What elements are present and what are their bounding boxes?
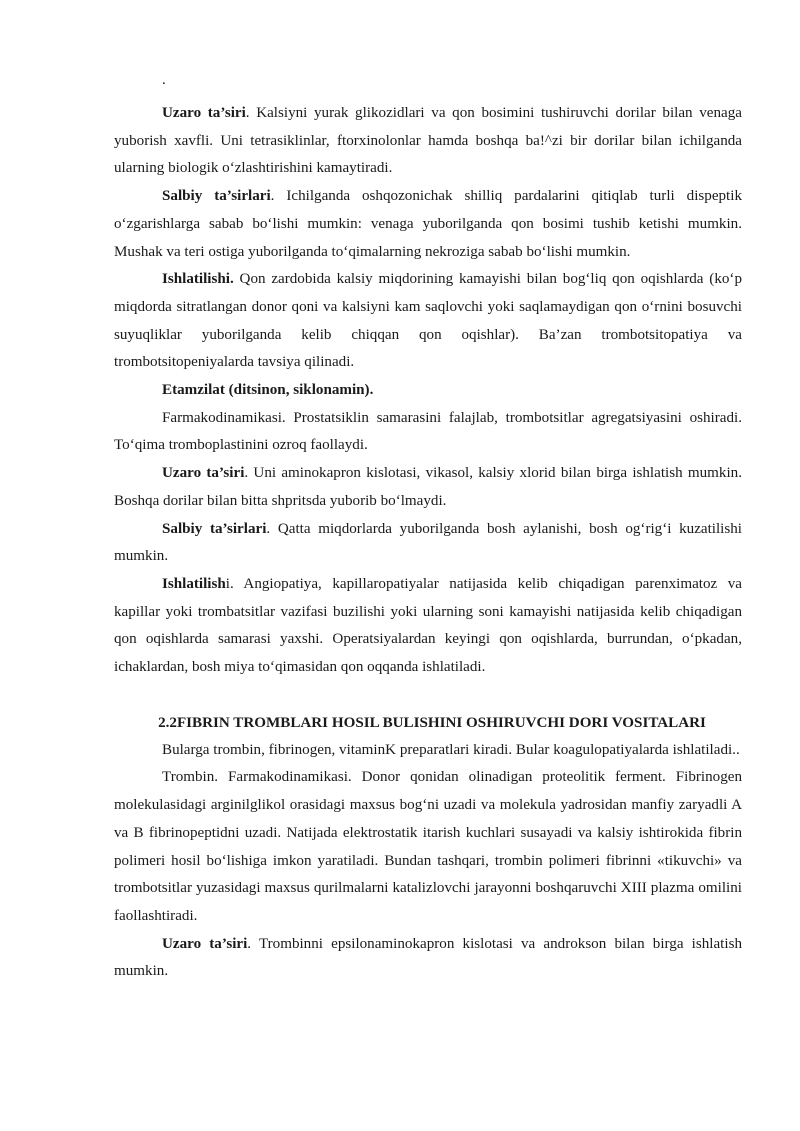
paragraph-text: . Ichilganda oshqozonichak shilliq pardalarini qitiqlab turli dispeptik o‘zgarishlarga sabab bo‘lishi mumkin: venaga yuborilganda qon bosimi tushib ketishi mumkin. Mushak va teri ostiga yuborilganda to‘qimalarning nekroziga sabab bo‘lishi mumkin. (114, 188, 742, 260)
paragraph (114, 100, 742, 183)
paragraph-text: . Qatta miqdorlarda yuborilganda bosh aylanishi, bosh og‘rig‘i kuzatilishi mumkin. (114, 520, 742, 565)
paragraphs-before (114, 100, 742, 682)
paragraph (114, 405, 742, 460)
paragraph-lead: Salbiy ta’sirlari (162, 520, 267, 537)
paragraph (114, 516, 742, 571)
paragraph-lead: Salbiy ta’sirlari (162, 188, 271, 205)
paragraph (114, 764, 742, 930)
document-page (114, 72, 742, 986)
stray-mark: . (162, 72, 166, 88)
paragraph-text: Qon zardobida kalsiy miqdorining kamayishi bilan bog‘liq qon oqishlarda (ko‘p miqdorda sitratlangan donor qoni va kalsiyni kam saqlovchi yoki saqlamaydigan qon o‘rnini bosuvchi suyuqliklar yuborilganda kelib chiqqan qon oqishlar). Ba’zan trombotsitopatiya va trombotsitopeniyalarda tavsiya qilinadi. (114, 271, 742, 371)
section-heading: 2.2FIBRIN TROMBLARI HOSIL BULISHINI OSHIRUVCHI DORI VOSITALARI (158, 714, 706, 731)
paragraph-text: i. Angiopatiya, kapillaropatiyalar natijasida kelib chiqadigan parenximatoz va kapillar yoki trombatsitlar vazifasi buzilishi yoki ularning soni kamayishi natijasida kelib chiqadigan qon oqishlarda samarasi yaxshi. Operatsiyalardan keyingi qon oqishlarda, burrundan, o‘pkadan, ichaklardan, bosh miya to‘qimasidan qon oqqanda ishlatiladi. (114, 575, 742, 676)
paragraph-lead: Uzaro ta’siri (162, 935, 248, 952)
paragraph (114, 571, 742, 682)
paragraph (114, 377, 742, 405)
paragraph-text: . Uni aminokapron kislotasi, vikasol, kalsiy xlorid bilan birga ishlatish mumkin. Boshqa dorilar bilan bitta shpritsda yuborib bo‘lmaydi. (114, 465, 742, 509)
paragraph (114, 737, 742, 765)
paragraph-text: Trombin. Farmakodinamikasi. Donor qonidan olinadigan proteolitik ferment. Fibrinogen molekulasidagi arginilglikol orasidagi maxsus bog‘ni uzadi va molekula yadrosidan manfiy zaryadli A va B fibrinopeptidni uzadi. Natijada elektrostatik itarish kuchlari susayadi va kalsiy ishtirokida fibrin polimeri hosil bo‘lishiga imkon yaratiladi. Bundan tashqari, trombin polimeri fibrinni «tikuvchi» va trombotsitlar yuzasidagi maxsus qurilmalarni katalizlovchi jarayonni boshqaruvchi XIII plazma omilini faollashtiradi. (114, 769, 742, 924)
paragraph-lead: Ishlatilishi. (162, 271, 234, 288)
paragraph (114, 931, 742, 986)
paragraph-lead: Ishlatilish (162, 575, 226, 592)
paragraph-lead: Etamzilat (ditsinon, siklonamin). (162, 382, 374, 399)
paragraph-lead: Uzaro ta’siri (162, 465, 245, 482)
paragraph (114, 266, 742, 377)
paragraph-text: Farmakodinamikasi. Prostatsiklin samarasini falajlab, trombotsitlar agregatsiyasini oshiradi. To‘qima tromboplastinini ozroq faollaydi. (114, 409, 742, 454)
paragraph-text: . Kalsiyni yurak glikozidlari va qon bosimini tushiruvchi dorilar bilan venaga yuborish xavfli. Uni tetrasiklinlar, ftorxinolonlar hamda boshqa ba!^zi bir dorilar bilan ichilganda ularning biologik o‘zlashtirishini kamaytiradi. (114, 105, 742, 177)
paragraph-text: . Trombinni epsilonaminokapron kislotasi va androkson bilan birga ishlatish mumkin. (114, 935, 742, 980)
paragraph-lead: Uzaro ta’siri (162, 105, 246, 121)
paragraph-text: Bularga trombin, fibrinogen, vitaminK preparatlari kiradi. Bular koagulopatiyalarda ishlatiladi.. (162, 741, 740, 758)
paragraph (114, 460, 742, 515)
paragraph (114, 183, 742, 266)
paragraphs-after (114, 737, 742, 986)
